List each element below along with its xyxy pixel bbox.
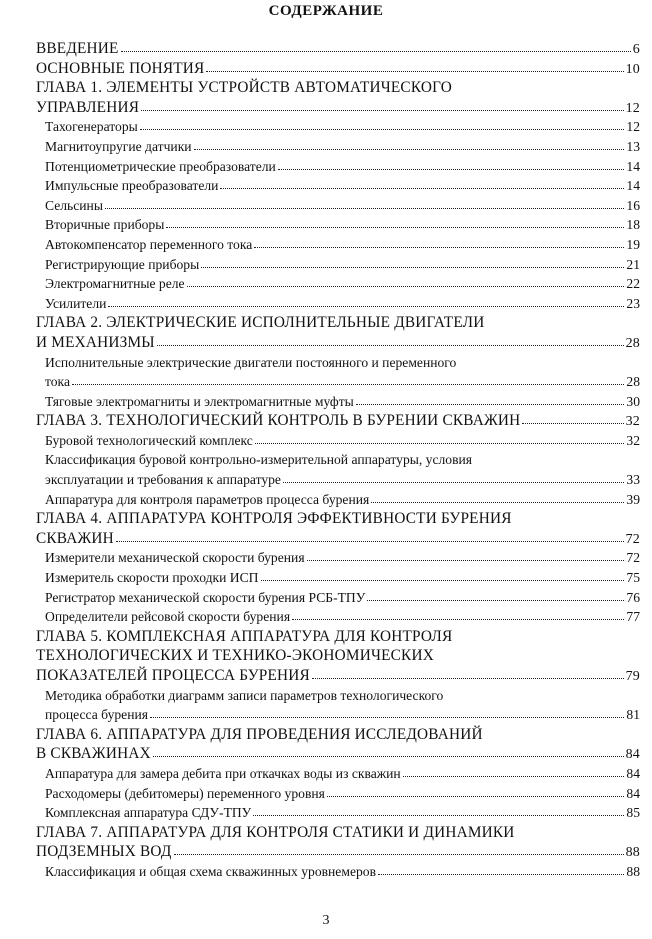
dot-leader	[105, 204, 624, 209]
toc-section-line	[36, 117, 640, 137]
toc-section-line	[36, 431, 640, 451]
toc-entry-text: И МЕХАНИЗМЫ	[36, 333, 155, 351]
dot-leader	[253, 811, 624, 816]
toc-entry-text: ВВЕДЕНИЕ	[36, 40, 119, 57]
toc-entry-text: ГЛАВА 1. ЭЛЕМЕНТЫ УСТРОЙСТВ АВТОМАТИЧЕСКОГО	[36, 79, 453, 97]
toc-entry-text: Исполнительные электрические двигатели постоянного и переменного	[45, 354, 457, 370]
toc-chapter-line	[36, 823, 640, 843]
toc-entry-text: Методика обработки диаграмм записи параметров технологического	[45, 687, 444, 703]
toc-page-number: 81	[626, 707, 640, 723]
toc-entry-text: Регистратор механической скорости бурения РСБ-ТПУ	[45, 589, 366, 605]
toc-entry-text: Потенциометрические преобразователи	[45, 158, 276, 174]
toc-page-number: 84	[625, 747, 640, 763]
toc-entry-text: ПОДЗЕМНЫХ ВОД	[36, 843, 172, 861]
toc-entry-text: Импульсные преобразователи	[45, 178, 219, 194]
toc-entry-text: Усилители	[45, 295, 107, 311]
toc-section-line	[36, 705, 640, 725]
toc-chapter-line	[36, 59, 640, 79]
toc-section-line	[36, 607, 640, 627]
dot-leader	[356, 400, 625, 405]
toc-page-number: 33	[626, 472, 640, 488]
toc-page-number: 10	[625, 61, 640, 77]
toc-section-line	[36, 450, 640, 470]
toc-chapter-line	[36, 666, 640, 686]
toc-section-line	[36, 176, 640, 196]
toc-page-number: 14	[626, 178, 640, 194]
dot-leader	[141, 106, 623, 111]
toc-page-number: 28	[626, 374, 640, 390]
toc-section-line	[36, 215, 640, 235]
toc-chapter-line	[36, 529, 640, 549]
toc-entry-text: Измеритель скорости проходки ИСП	[45, 570, 259, 586]
toc-page-number: 88	[626, 863, 640, 879]
dot-leader	[194, 145, 625, 150]
toc-entry-text: Тахогенераторы	[45, 119, 138, 135]
toc-entry-text: Магнитоупругие датчики	[45, 138, 192, 154]
toc-page-number: 13	[626, 138, 640, 154]
table-of-contents	[36, 39, 640, 882]
toc-section-line	[36, 470, 640, 490]
toc-entry-text: СКВАЖИН	[36, 529, 114, 547]
toc-section-line	[36, 137, 640, 157]
toc-page-number: 32	[626, 432, 640, 448]
toc-entry-text: ГЛАВА 2. ЭЛЕКТРИЧЕСКИЕ ИСПОЛНИТЕЛЬНЫЕ ДВИГАТЕЛИ	[36, 314, 485, 332]
toc-section-line	[36, 588, 640, 608]
toc-chapter-line	[36, 39, 640, 59]
dot-leader	[327, 792, 625, 797]
page-number: 3	[322, 913, 330, 928]
toc-entry-text: Автокомпенсатор переменного тока	[45, 236, 253, 252]
dot-leader	[283, 478, 624, 483]
dot-leader	[201, 263, 624, 268]
toc-chapter-line	[36, 98, 640, 118]
toc-section-line	[36, 568, 640, 588]
toc-page-number: 19	[626, 236, 640, 252]
toc-section-line	[36, 784, 640, 804]
dot-leader	[157, 341, 624, 346]
toc-chapter-line	[36, 411, 640, 431]
dot-leader	[312, 674, 624, 679]
dot-leader	[174, 850, 624, 855]
toc-page-number: 21	[626, 256, 640, 272]
toc-page-number: 6	[632, 42, 640, 57]
dot-leader	[403, 772, 625, 777]
toc-entry-text: Определители рейсовой скорости бурения	[45, 609, 291, 625]
toc-section-line	[36, 803, 640, 823]
toc-page-number: 28	[625, 335, 640, 351]
toc-page-number: 79	[625, 669, 640, 684]
toc-chapter-line	[36, 627, 640, 647]
dot-leader	[108, 302, 624, 307]
toc-page-number: 85	[626, 805, 640, 821]
toc-entry-text: Аппаратура для контроля параметров процесса бурения	[45, 491, 370, 507]
toc-section-line	[36, 294, 640, 314]
dot-leader	[206, 67, 623, 72]
toc-page-number: 76	[626, 589, 640, 605]
toc-entry-text: Вторичные приборы	[45, 217, 165, 233]
dot-leader	[378, 870, 624, 875]
toc-entry-text: Измерители механической скорости бурения	[45, 550, 305, 566]
dot-leader	[150, 713, 624, 718]
toc-page-number: 22	[626, 276, 640, 292]
toc-entry-text: УПРАВЛЕНИЯ	[36, 98, 140, 116]
dot-leader	[187, 282, 625, 287]
toc-page-number: 32	[625, 414, 640, 430]
dot-leader	[307, 556, 625, 561]
toc-page-number: 39	[626, 491, 640, 507]
dot-leader	[261, 576, 625, 581]
toc-chapter-line	[36, 78, 640, 98]
toc-entry-text: Комплексная аппаратура СДУ-ТПУ	[45, 805, 252, 821]
toc-section-line	[36, 764, 640, 784]
toc-entry-text: ПОКАЗАТЕЛЕЙ ПРОЦЕССА БУРЕНИЯ	[36, 667, 310, 684]
toc-page-number: 14	[626, 158, 640, 174]
toc-page-number: 30	[626, 393, 640, 409]
toc-chapter-line	[36, 509, 640, 529]
toc-chapter-line	[36, 725, 640, 745]
toc-chapter-line	[36, 333, 640, 353]
toc-entry-text: Тяговые электромагниты и электромагнитные муфты	[45, 393, 354, 409]
toc-entry-text: Расходомеры (дебитомеры) переменного уровня	[45, 785, 325, 801]
toc-entry-text: процесса бурения	[45, 707, 149, 723]
toc-page-number: 84	[626, 785, 640, 801]
toc-entry-text: ОСНОВНЫЕ ПОНЯТИЯ	[36, 59, 205, 77]
toc-entry-text: Регистрирующие приборы	[45, 256, 200, 272]
toc-page-number: 16	[626, 197, 640, 213]
dot-leader	[121, 47, 631, 52]
toc-entry-text: ГЛАВА 4. АППАРАТУРА КОНТРОЛЯ ЭФФЕКТИВНОСТИ БУРЕНИЯ	[36, 510, 512, 528]
toc-section-line	[36, 548, 640, 568]
toc-entry-text: ТЕХНОЛОГИЧЕСКИХ И ТЕХНИКО-ЭКОНОМИЧЕСКИХ	[36, 647, 434, 665]
toc-page-number: 72	[626, 550, 640, 566]
toc-chapter-line	[36, 646, 640, 666]
toc-section-line	[36, 392, 640, 412]
toc-page-number: 12	[625, 100, 640, 116]
dot-leader	[140, 125, 625, 130]
dot-leader	[278, 165, 625, 170]
toc-entry-text: тока	[45, 374, 70, 390]
toc-entry-text: ГЛАВА 3. ТЕХНОЛОГИЧЕСКИЙ КОНТРОЛЬ В БУРЕНИИ СКВАЖИН	[36, 412, 521, 430]
dot-leader	[255, 439, 625, 444]
toc-chapter-line	[36, 842, 640, 862]
toc-section-line	[36, 157, 640, 177]
dot-leader	[367, 596, 624, 601]
page-title: СОДЕРЖАНИЕ	[268, 3, 384, 19]
toc-page-number: 23	[626, 295, 640, 311]
toc-section-line	[36, 490, 640, 510]
dot-leader	[371, 498, 624, 503]
toc-entry-text: Аппаратура для замера дебита при откачках воды из скважин	[45, 765, 401, 781]
toc-page-number: 12	[626, 119, 640, 135]
toc-chapter-line	[36, 313, 640, 333]
dot-leader	[72, 380, 624, 385]
toc-section-line	[36, 353, 640, 373]
toc-entry-text: Сельсины	[45, 197, 103, 213]
toc-entry-text: ГЛАВА 6. АППАРАТУРА ДЛЯ ПРОВЕДЕНИЯ ИССЛЕДОВАНИЙ	[36, 725, 483, 743]
toc-page-number: 84	[626, 765, 640, 781]
toc-section-line	[36, 235, 640, 255]
dot-leader	[292, 615, 624, 620]
dot-leader	[254, 243, 624, 248]
dot-leader	[522, 419, 623, 424]
toc-chapter-line	[36, 744, 640, 764]
toc-entry-text: Классификация и общая схема скважинных уровнемеров	[45, 863, 376, 879]
toc-entry-text: Буровой технологический комплекс	[45, 432, 253, 448]
dot-leader	[116, 537, 624, 542]
toc-section-line	[36, 862, 640, 882]
toc-page-number: 18	[626, 217, 640, 233]
toc-section-line	[36, 372, 640, 392]
toc-section-line	[36, 686, 640, 706]
toc-entry-text: Классификация буровой контрольно-измерительной аппаратуры, условия	[45, 452, 473, 468]
toc-entry-text: Электромагнитные реле	[45, 276, 185, 292]
toc-page-number: 75	[626, 570, 640, 586]
toc-entry-text: ГЛАВА 7. АППАРАТУРА ДЛЯ КОНТРОЛЯ СТАТИКИ И ДИНАМИКИ	[36, 823, 515, 841]
toc-page-number: 77	[626, 609, 640, 625]
toc-section-line	[36, 255, 640, 275]
toc-section-line	[36, 274, 640, 294]
toc-page-number: 72	[625, 531, 640, 547]
toc-entry-text: эксплуатации и требования к аппаратуре	[45, 472, 281, 488]
toc-page-number: 88	[625, 845, 640, 861]
toc-section-line	[36, 196, 640, 216]
toc-entry-text: ГЛАВА 5. КОМПЛЕКСНАЯ АППАРАТУРА ДЛЯ КОНТРОЛЯ	[36, 627, 453, 645]
dot-leader	[153, 752, 624, 757]
toc-entry-text: В СКВАЖИНАХ	[36, 745, 151, 763]
dot-leader	[220, 184, 624, 189]
dot-leader	[166, 223, 624, 228]
